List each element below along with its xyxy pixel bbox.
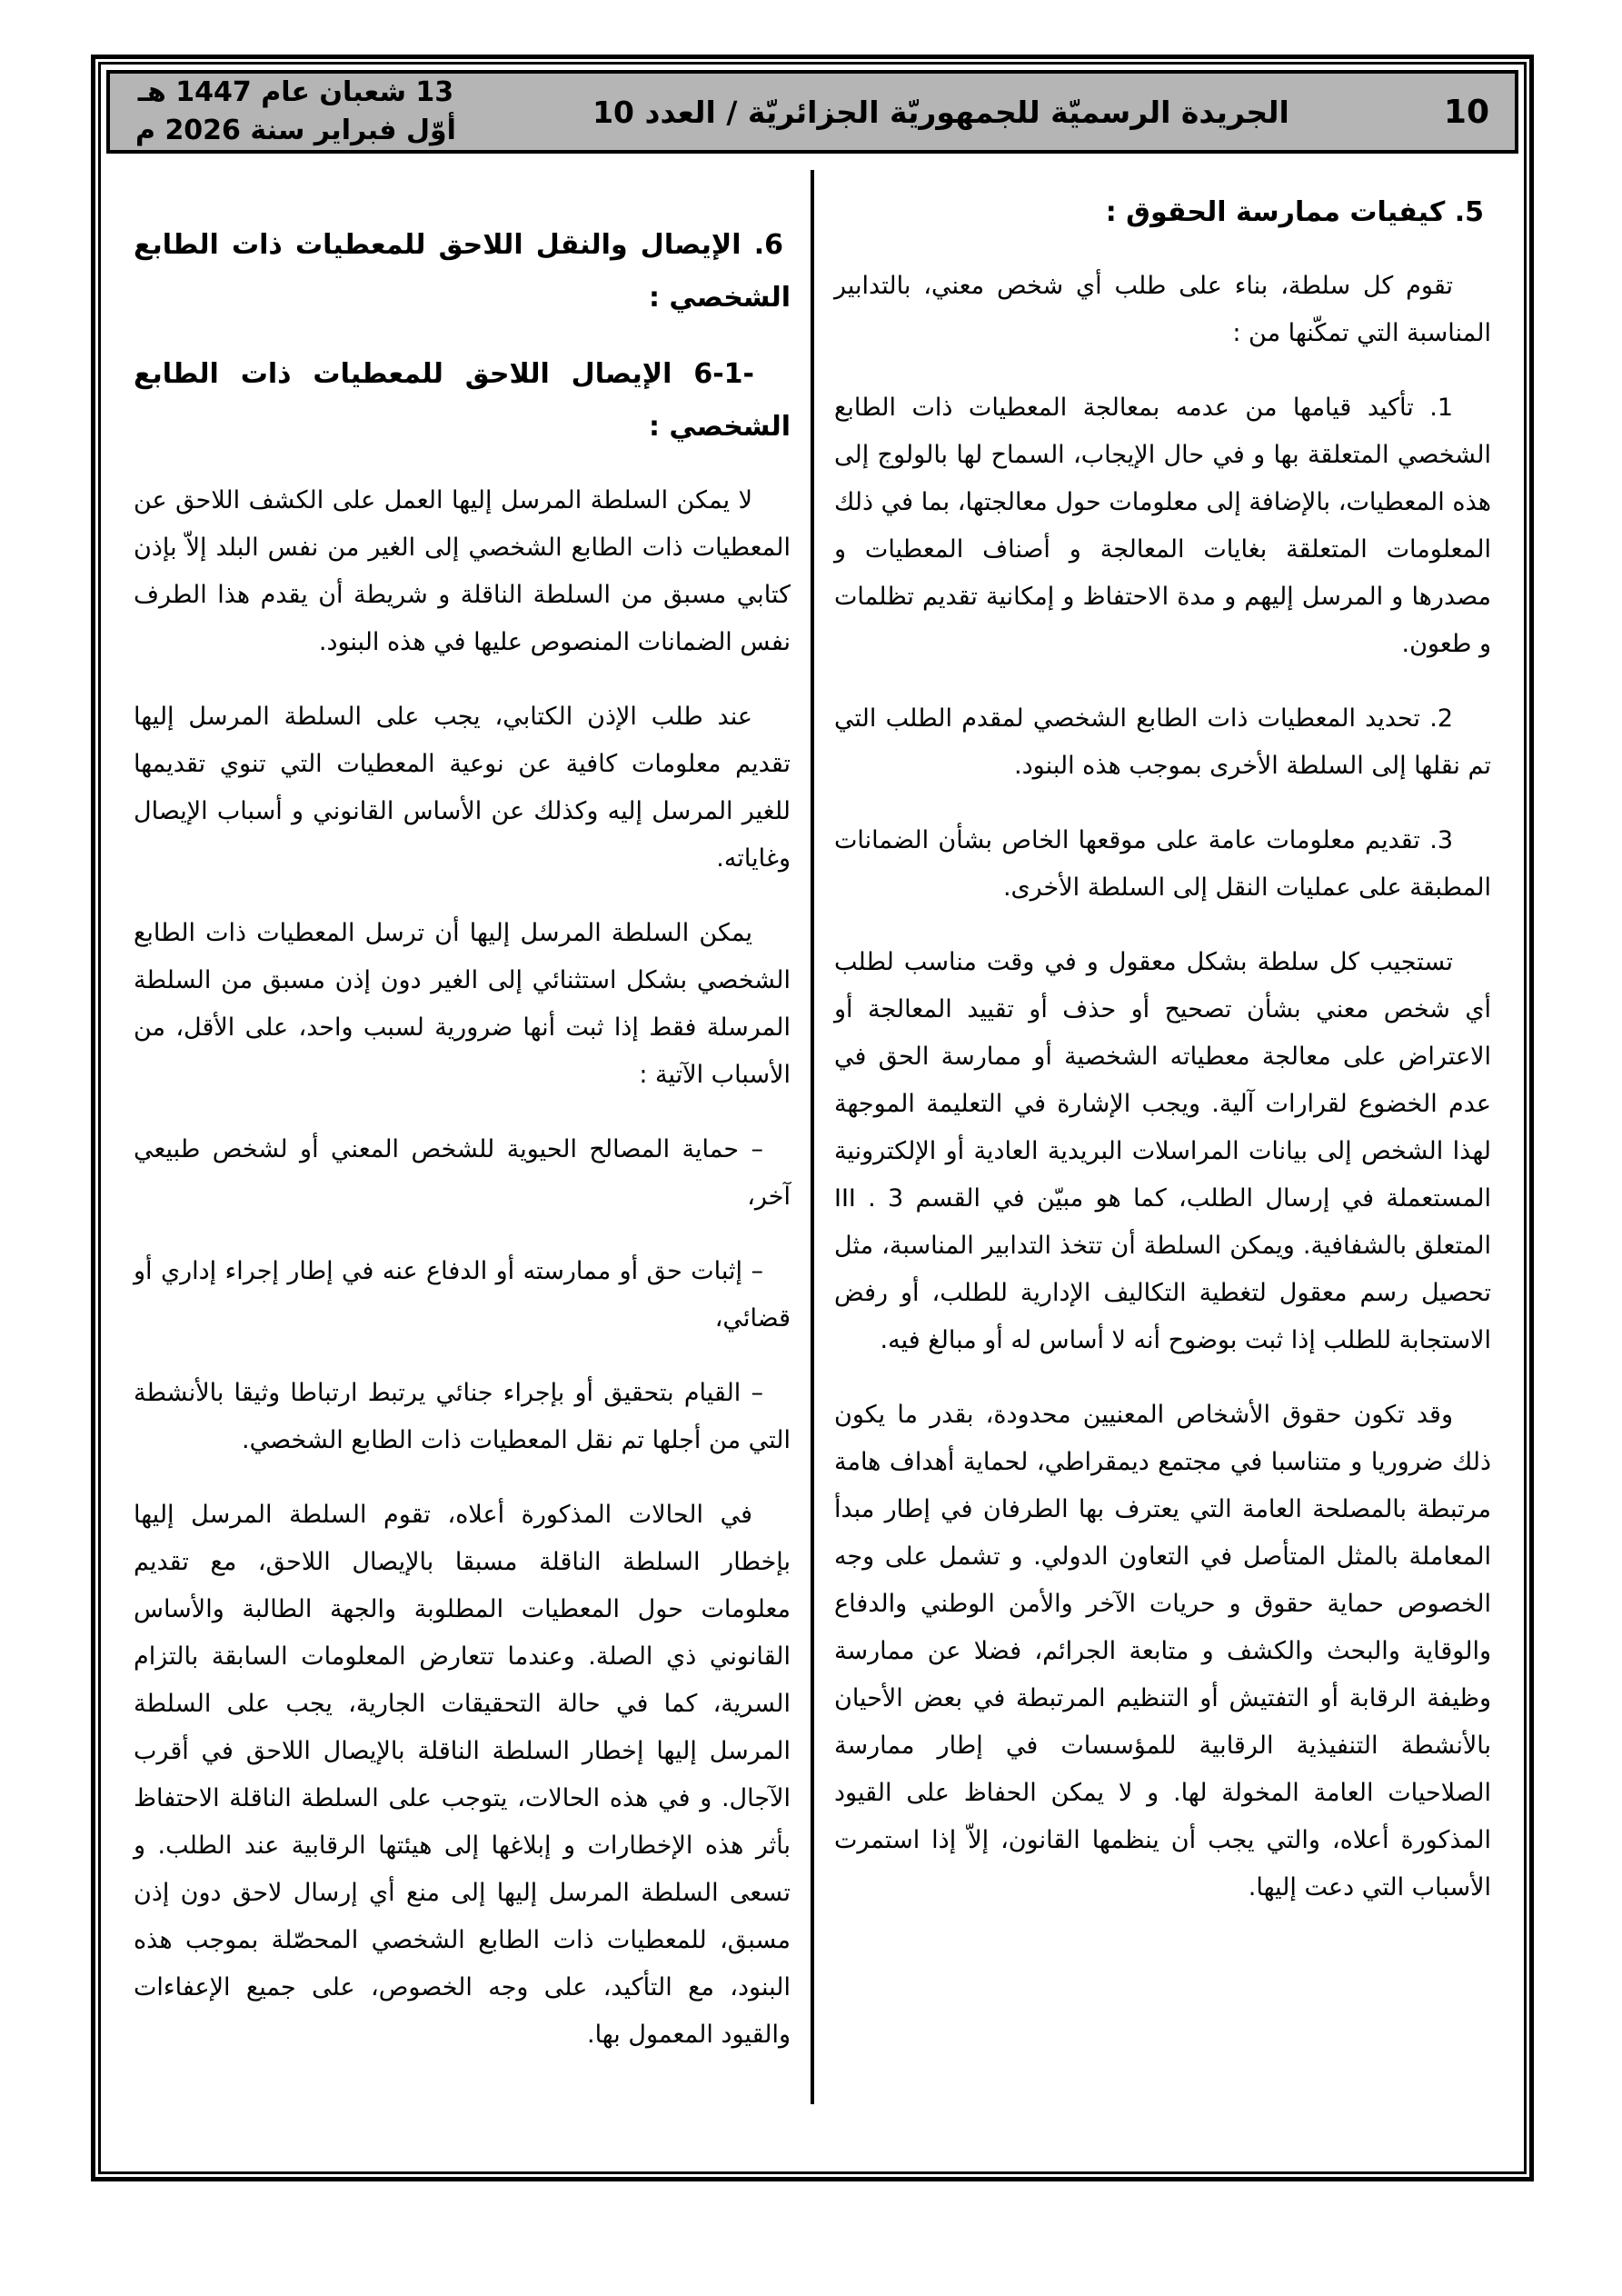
two-column-text-area [101,159,1524,2141]
issue-date [135,74,456,150]
numbered-item-1: 1. تأكيد قيامها من عدمه بمعالجة المعطيات ذات الطابع الشخصي المتعلقة بها و في حال الإيجاب، السماح لها بالولوج إلى هذه المعطيات، بالإضافة إلى معلومات حول معالجتها، بما في ذلك المعلومات المتعلقة بغايات المعالجة و أصناف المعطيات و مصدرها و المرسل إليهم و مدة الاحتفاظ و إمكانية تقديم تظلمات و طعون. [834,394,1491,658]
page-frame-inner [98,62,1527,2174]
numbered-item-3: 3. تقديم معلومات عامة على موقعها الخاص بشأن الضمانات المطبقة على عمليات النقل إلى السلطة الأخرى. [834,826,1491,902]
paragraph: يمكن السلطة المرسل إليها أن ترسل المعطيات ذات الطابع الشخصي بشكل استثنائي إلى الغير دون إذن مسبق من السلطة المرسلة فقط إذا ثبت أنها ضرورية لسبب واحد، على الأقل، من الأسباب الآتية : [134,919,791,1089]
page-number: 10 [1443,93,1489,131]
subheading-number: 6-1- [693,358,754,390]
section-5-heading: 5. كيفيات ممارسة الحقوق : [1105,196,1484,228]
left-column-section-6 [112,186,812,2141]
page-frame [91,55,1534,2181]
dash-item: – حماية المصالح الحيوية للشخص المعني أو لشخص طبيعي آخر، [134,1135,791,1211]
paragraph: لا يمكن السلطة المرسل إليها العمل على الكشف اللاحق عن المعطيات ذات الطابع الشخصي إلى الغير من نفس البلد إلاّ بإذن كتابي مسبق من السلطة الناقلة و شريطة أن يقدم هذا الطرف نفس الضمانات المنصوص عليها في هذه البنود. [134,486,791,656]
paragraph: وقد تكون حقوق الأشخاص المعنيين محدودة، بقدر ما يكون ذلك ضروريا و متناسبا في مجتمع ديمقراطي، لحماية أهداف هامة مرتبطة بالمصلحة العامة التي يعترف بها الطرفان في إطار مبدأ المعاملة بالمثل المتأصل في التعاون الدولي. و تشمل على وجه الخصوص حماية حقوق و حريات الآخر والأمن الوطني والدفاع والوقاية والبحث والكشف و متابعة الجرائم، فضلا عن ممارسة وظيفة الرقابة أو التفتيش أو التنظيم المرتبطة في بعض الأحيان بالأنشطة التنفيذية الرقابية للمؤسسات في إطار ممارسة الصلاحيات العامة المخولة لها. و لا يمكن الحفاظ على القيود المذكورة أعلاه، والتي يجب أن ينظمها القانون، إلاّ إذا استمرت الأسباب التي دعت إليها. [834,1401,1491,1902]
numbered-item-2: 2. تحديد المعطيات ذات الطابع الشخصي لمقدم الطلب التي تم نقلها إلى السلطة الأخرى بموجب هذه البنود. [834,704,1491,780]
dash-item: – القيام بتحقيق أو بإجراء جنائي يرتبط ارتباطا وثيقا بالأنشطة التي من أجلها تم نقل المعطيات ذات الطابع الشخصي. [134,1379,791,1454]
section-6-1-subheading [134,348,791,454]
paragraph: في الحالات المذكورة أعلاه، تقوم السلطة المرسل إليها بإخطار السلطة الناقلة مسبقا بالإيصال اللاحق، مع تقديم معلومات حول المعطيات المطلوبة والجهة الطالبة والأساس القانوني ذي الصلة. وعندما تتعارض المعلومات السابقة بالتزام السرية، كما في حالة التحقيقات الجارية، يجب على السلطة المرسل إليها إخطار السلطة الناقلة بالإيصال اللاحق في أقرب الآجال. و في هذه الحالات، يتوجب على السلطة الناقلة الاحتفاظ بأثر هذه الإخطارات و إبلاغها إلى هيئتها الرقابية عند الطلب. و تسعى السلطة المرسل إليها إلى منع أي إرسال لاحق دون إذن مسبق، للمعطيات ذات الطابع الشخصي المحصّلة بموجب هذه البنود، مع التأكيد، على وجه الخصوص، على جميع الإعفاءات والقيود المعمول بها. [134,1501,791,2049]
date-hijri: 13 شعبان عام 1447 هـ [137,76,454,108]
right-column-section-5 [812,186,1513,2141]
paragraph: تستجيب كل سلطة بشكل معقول و في وقت مناسب لطلب أي شخص معني بشأن تصحيح أو حذف أو تقييد المعالجة أو الاعتراض على معالجة معطياته الشخصية أو ممارسة الحق في عدم الخضوع لقرارات آلية. ويجب الإشارة في التعليمة الموجهة لهذا الشخص إلى بيانات المراسلات البريدية العادية أو الإلكترونية المستعملة في إرسال الطلب، كما هو مبيّن في القسم III . 3 المتعلق بالشفافية. ويمكن السلطة أن تتخذ التدابير المناسبة، مثل تحصيل رسم معقول لتغطية التكاليف الإدارية للطلب، أو رفض الاستجابة للطلب إذا ثبت بوضوح أنه لا أساس له أو مبالغ فيه. [834,948,1491,1354]
section-6-heading: 6. الإيصال والنقل اللاحق للمعطيات ذات الطابع الشخصي : [134,229,791,314]
dash-item: – إثبات حق أو ممارسته أو الدفاع عنه في إطار إجراء إداري أو قضائي، [134,1257,791,1333]
paragraph: عند طلب الإذن الكتابي، يجب على السلطة المرسل إليها تقديم معلومات كافية عن نوعية المعطيات التي تنوي تقديمها للغير المرسل إليه وكذلك عن الأساس القانوني و أسباب الإيصال وغاياته. [134,703,791,873]
gazette-title: الجريدة الرسميّة للجمهوريّة الجزائريّة / العدد 10 [592,94,1289,130]
gazette-header [106,70,1518,154]
paragraph: تقوم كل سلطة، بناء على طلب أي شخص معني، بالتدابير المناسبة التي تمكّنها من : [834,272,1491,347]
subheading-text: الإيصال اللاحق للمعطيات ذات الطابع الشخصي : [134,358,791,443]
date-gregorian: أوّل فبراير سنة 2026 م [135,115,456,146]
column-divider [811,170,814,2104]
